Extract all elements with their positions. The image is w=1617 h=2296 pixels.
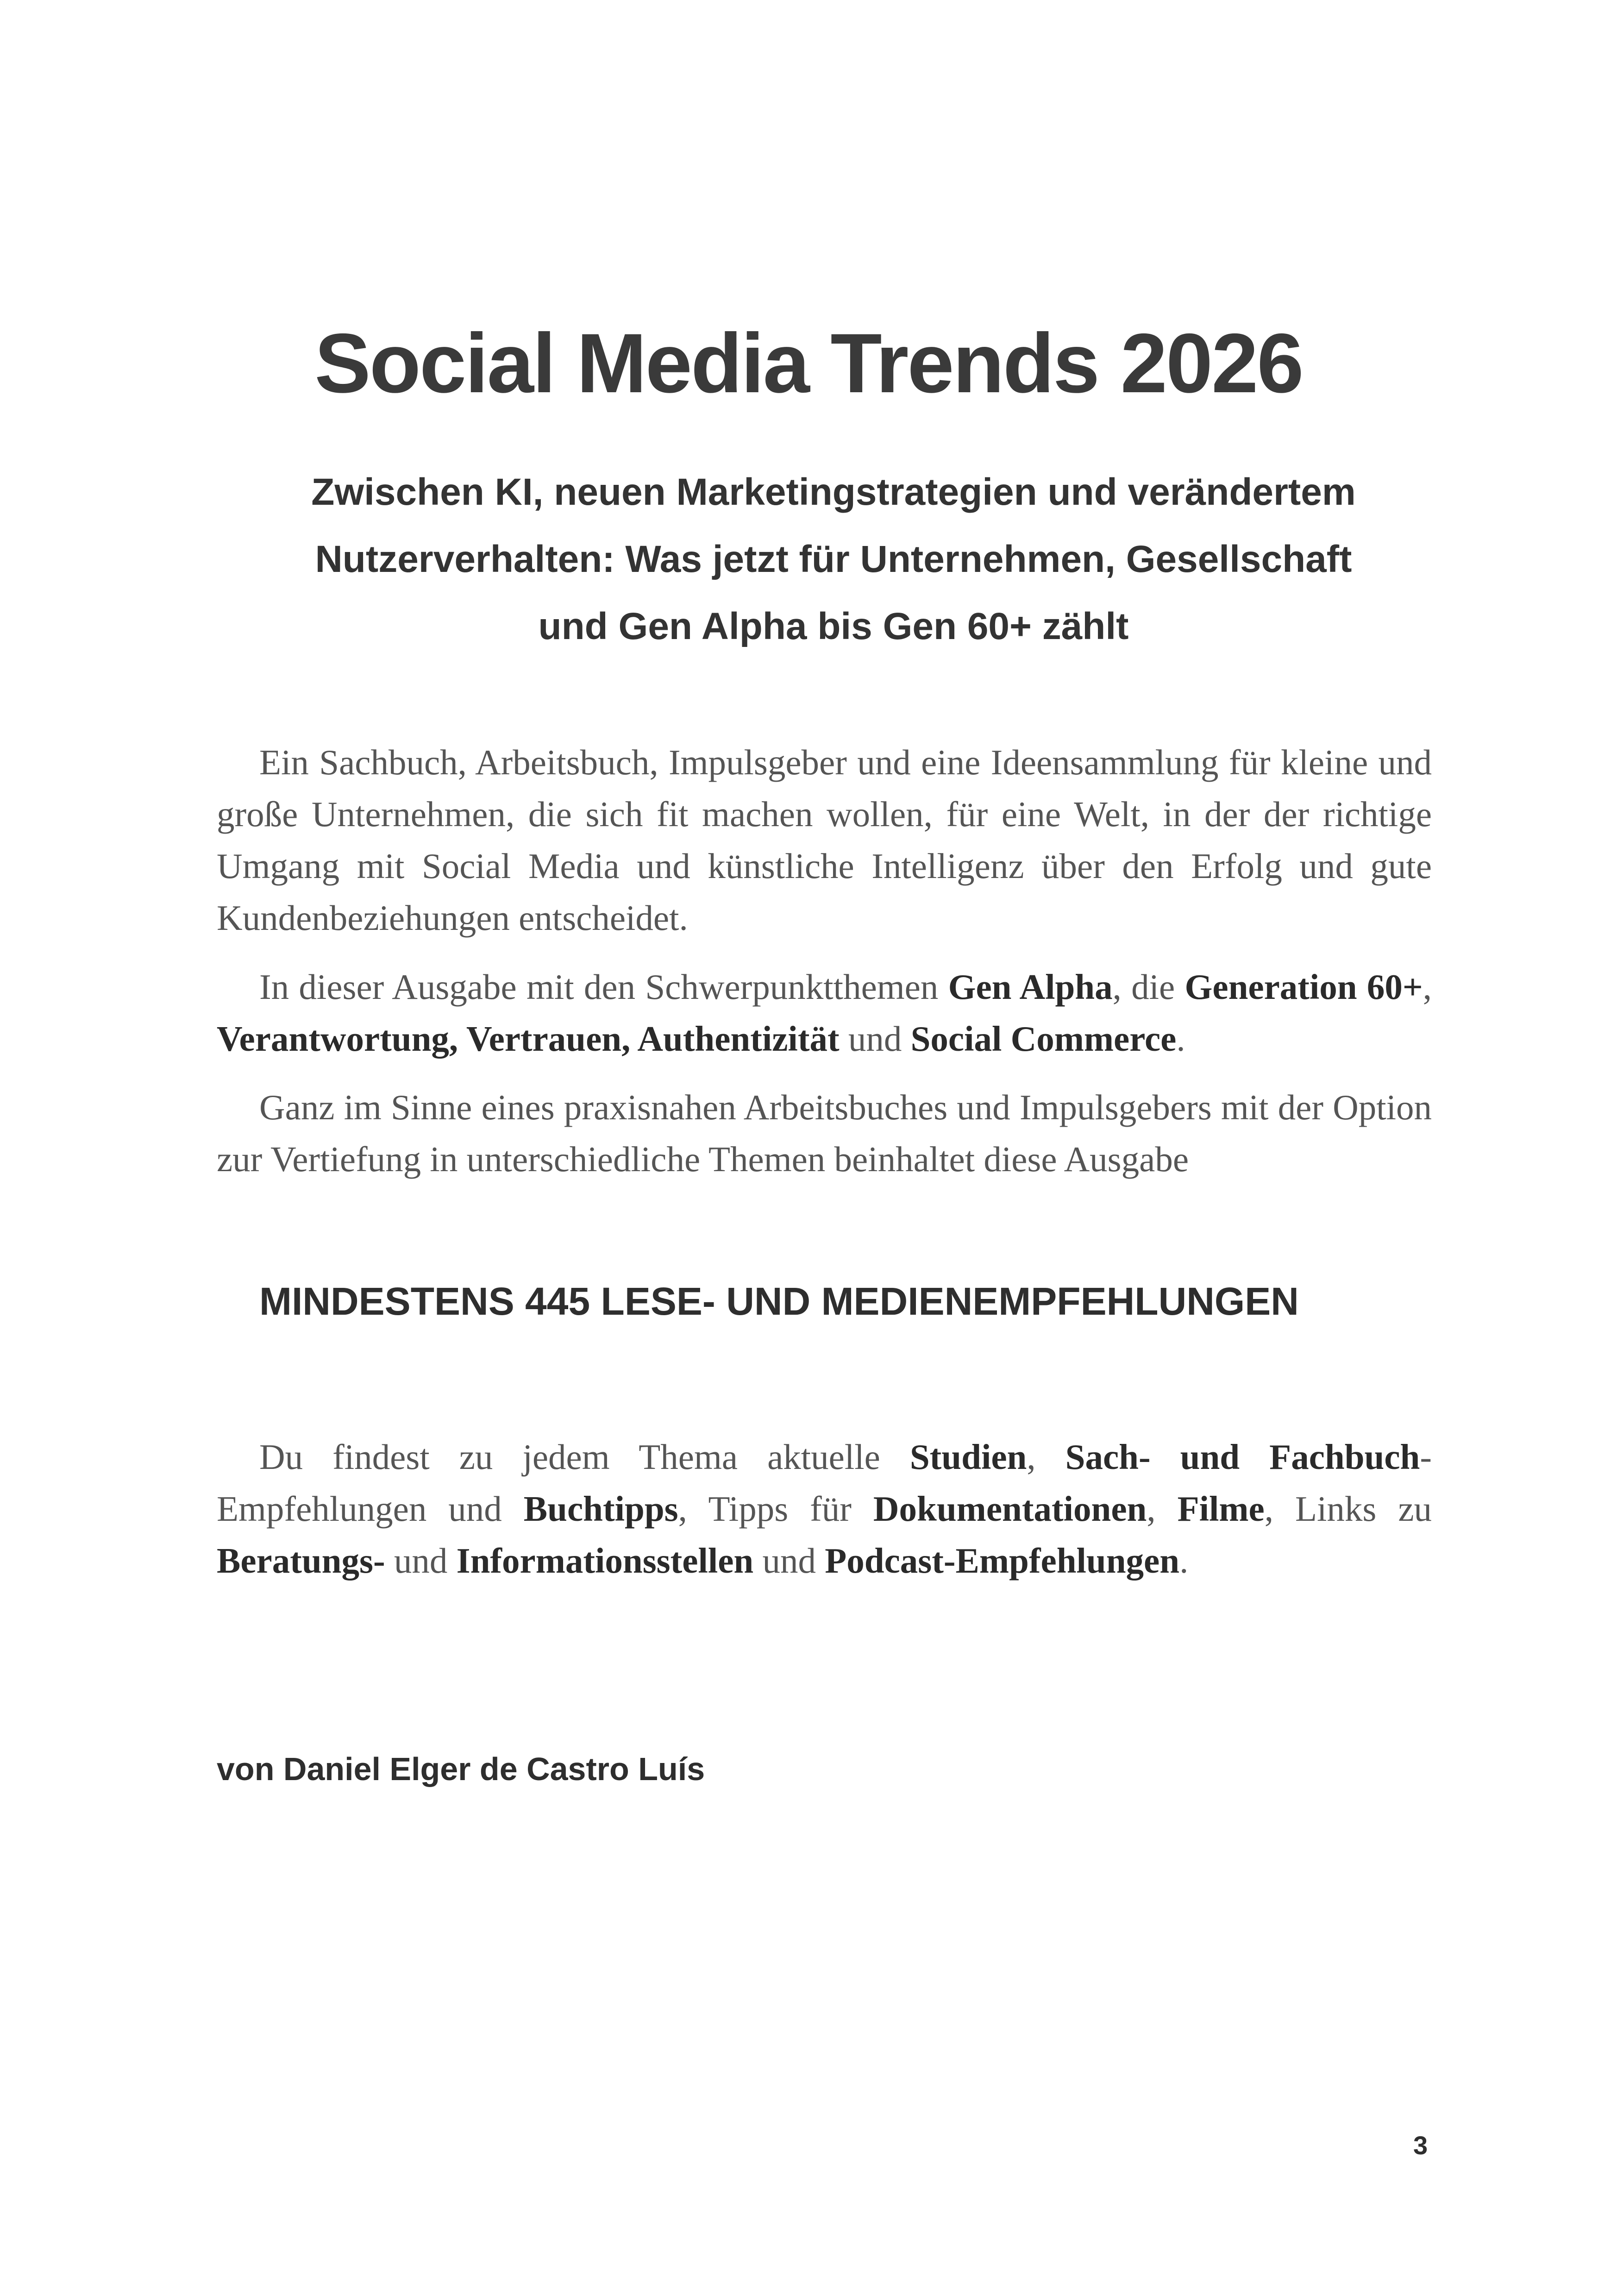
intro-paragraph: Ein Sachbuch, Arbeitsbuch, Impulsgeber und eine Ideensammlung für kleine und große Unternehmen, die sich fit machen wollen, für eine Welt, in der der richtige Umgang mit Social Media und künstliche Intelligenz über den Erfolg und gute Kundenbeziehungen entscheidet.	[217, 742, 1432, 938]
rec-documentaries: Dokumentationen	[873, 1489, 1147, 1529]
subtitle	[259, 458, 1408, 660]
rec-book-tips: Buchtipps	[523, 1489, 678, 1529]
text-run: und	[839, 1019, 911, 1059]
rec-studies: Studien	[909, 1437, 1027, 1477]
page-title: Social Media Trends 2026	[314, 316, 1303, 410]
topic-responsibility: Verantwortung, Vertrauen, Authentizität	[217, 1019, 840, 1059]
rec-nonfiction: Sach- und Fachbuch	[1065, 1437, 1420, 1477]
text-run: , Tipps für	[678, 1489, 873, 1529]
text-run: In dieser Ausgabe mit den Schwerpunktthemen	[259, 967, 948, 1007]
text-run: , die	[1112, 967, 1185, 1007]
text-run: .	[1176, 1019, 1185, 1059]
text-run: und	[753, 1541, 825, 1581]
text-run: , Links zu	[1264, 1489, 1432, 1529]
topic-social-commerce: Social Commerce	[910, 1019, 1177, 1059]
rec-counseling: Beratungs-	[217, 1541, 385, 1581]
text-run: -Empfehlungen und	[217, 1437, 1432, 1529]
text-run: und	[385, 1541, 457, 1581]
text-run: .	[1179, 1541, 1189, 1581]
subtitle-line: und Gen Alpha bis Gen 60+ zählt	[538, 605, 1129, 647]
recommendations-paragraph	[217, 1431, 1432, 1587]
subtitle-line: Nutzerverhalten: Was jetzt für Unternehmen, Gesellschaft	[315, 538, 1352, 580]
workbook-paragraph: Ganz im Sinne eines praxisnahen Arbeitsbuches und Impulsgebers mit der Option zur Vertiefung in unterschiedliche Themen beinhaltet diese Ausgabe	[217, 1087, 1432, 1179]
page-number: 3	[1413, 2131, 1428, 2160]
text-run: ,	[1027, 1437, 1065, 1477]
rec-films: Filme	[1177, 1489, 1265, 1529]
author-line: von Daniel Elger de Castro Luís	[217, 1751, 705, 1787]
text-run: ,	[1423, 967, 1432, 1007]
text-run: ,	[1147, 1489, 1178, 1529]
rec-podcasts: Podcast-Empfehlungen	[825, 1541, 1180, 1581]
topic-generation-60: Generation 60+	[1185, 967, 1423, 1007]
rec-info-centers: Informationsstellen	[456, 1541, 754, 1581]
topic-gen-alpha: Gen Alpha	[948, 967, 1113, 1007]
text-run: Du findest zu jedem Thema aktuelle	[259, 1437, 910, 1477]
focus-topics-paragraph	[217, 961, 1432, 1065]
section-heading: MINDESTENS 445 LESE- UND MEDIENEMPFEHLUNGEN	[259, 1280, 1299, 1323]
subtitle-line: Zwischen KI, neuen Marketingstrategien und verändertem	[311, 471, 1356, 513]
